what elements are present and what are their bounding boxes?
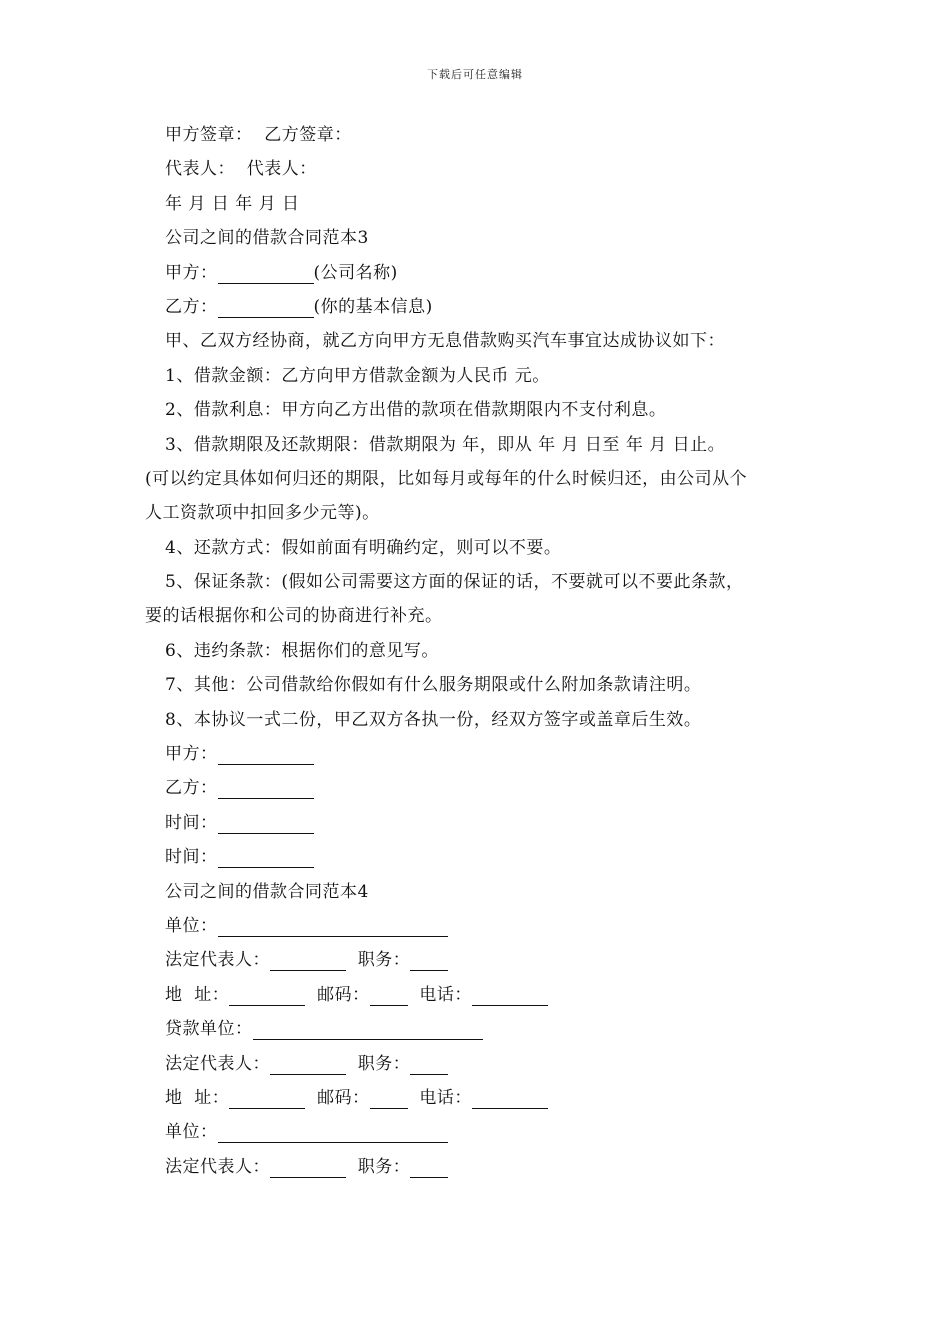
clause-3-continued: (可以约定具体如何归还的期限，比如每月或每年的什么时候归还，由公司从个 (145, 468, 748, 489)
legal-rep-line (145, 1150, 815, 1184)
sign-party-a (145, 737, 815, 771)
blank-field (472, 1088, 548, 1109)
blank-field (229, 1088, 305, 1109)
document-body (145, 118, 815, 1184)
clause-3-continued: 人工资款项中扣回多少元等)。 (145, 503, 380, 524)
field-label: 职务： (346, 950, 411, 971)
address-line (145, 978, 815, 1012)
unit-line (145, 909, 815, 943)
legal-rep-line (145, 1047, 815, 1081)
field-label: 单位： (165, 1122, 218, 1143)
blank-field (218, 778, 314, 799)
field-label: 职务： (346, 1053, 411, 1074)
party-b-line (145, 290, 815, 324)
clause-6: 6、违约条款：根据你们的意见写。 (165, 640, 439, 661)
party-a-label: 甲方： (165, 262, 218, 283)
blank-field (410, 1054, 448, 1075)
signature-line: 甲方签章： 乙方签章： (165, 125, 352, 145)
field-label: 电话： (407, 984, 472, 1005)
date-line: 年 月 日 年 月 日 (165, 193, 300, 214)
field-label: 邮码： (305, 984, 370, 1005)
blank-field (270, 950, 346, 971)
blank-field (218, 1122, 448, 1143)
clause-3: 3、借款期限及还款期限：借款期限为 年，即从 年 月 日至 年 月 日止。 (165, 434, 726, 455)
sign-party-b (145, 771, 815, 805)
blank-field (218, 813, 314, 834)
party-b-note: (你的基本信息) (313, 296, 433, 317)
blank-field (410, 1157, 448, 1178)
blank-field (410, 950, 448, 971)
field-label: 电话： (407, 1087, 472, 1108)
clause-1: 1、借款金额：乙方向甲方借款金额为人民币 元。 (165, 365, 550, 386)
field-label: 地 址： (165, 1087, 230, 1108)
page-header: 下载后可任意编辑 (427, 68, 523, 81)
blank-field (218, 744, 314, 765)
sign-label: 时间： (165, 847, 218, 868)
lender-unit-line (145, 1012, 815, 1046)
blank-field (472, 985, 548, 1006)
field-label: 法定代表人： (165, 1156, 270, 1177)
clause-7: 7、其他：公司借款给你假如有什么服务期限或什么附加条款请注明。 (165, 675, 702, 696)
blank-field (229, 985, 305, 1006)
section-title-3: 公司之间的借款合同范本3 (165, 228, 369, 249)
clause-8: 8、本协议一式二份，甲乙双方各执一份，经双方签字或盖章后生效。 (165, 709, 702, 730)
legal-rep-line (145, 943, 815, 977)
field-label: 贷款单位： (165, 1019, 253, 1040)
clause-5-continued: 要的话根据你和公司的协商进行补充。 (145, 606, 443, 627)
sign-label: 时间： (165, 812, 218, 833)
field-label: 邮码： (305, 1087, 370, 1108)
blank-field (218, 297, 314, 318)
party-a-line (145, 256, 815, 290)
blank-field (218, 916, 448, 937)
party-a-note: (公司名称) (313, 262, 398, 283)
blank-field (218, 263, 314, 284)
sign-time (145, 840, 815, 874)
sign-label: 甲方： (165, 744, 218, 765)
clause-4: 4、还款方式：假如前面有明确约定，则可以不要。 (165, 537, 562, 558)
field-label: 法定代表人： (165, 950, 270, 971)
field-label: 法定代表人： (165, 1053, 270, 1074)
blank-field (370, 1088, 408, 1109)
blank-field (253, 1019, 483, 1040)
blank-field (370, 985, 408, 1006)
representative-line: 代表人： 代表人： (165, 159, 317, 180)
sign-time (145, 806, 815, 840)
sign-label: 乙方： (165, 778, 218, 799)
field-label: 职务： (346, 1156, 411, 1177)
address-line (145, 1081, 815, 1115)
blank-field (270, 1054, 346, 1075)
blank-field (218, 847, 314, 868)
paragraph: 甲、乙双方经协商，就乙方向甲方无息借款购买汽车事宜达成协议如下： (165, 331, 725, 352)
field-label: 单位： (165, 915, 218, 936)
field-label: 地 址： (165, 984, 230, 1005)
clause-2: 2、借款利息：甲方向乙方出借的款项在借款期限内不支付利息。 (165, 400, 667, 421)
section-title-4: 公司之间的借款合同范本4 (165, 881, 369, 902)
party-b-label: 乙方： (165, 296, 218, 317)
unit-line (145, 1115, 815, 1149)
blank-field (270, 1157, 346, 1178)
clause-5: 5、保证条款：(假如公司需要这方面的保证的话，不要就可以不要此条款， (165, 572, 744, 593)
